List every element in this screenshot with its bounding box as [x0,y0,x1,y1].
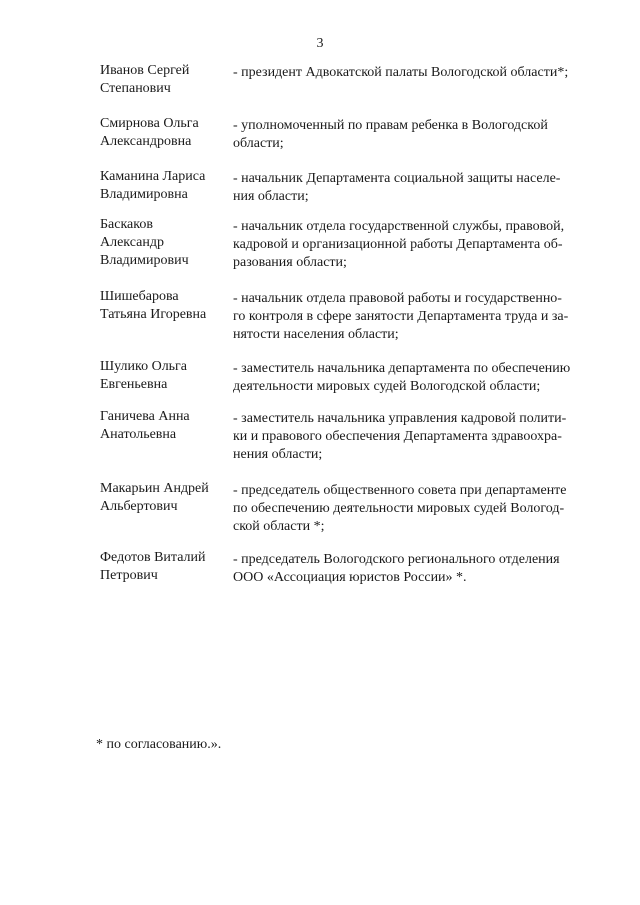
member-entry [100,216,610,288]
member-name: Каманина Лариса Владимировна [100,169,206,202]
member-entry [100,288,610,358]
member-name: Баскаков Александр Владимирович [100,217,189,268]
member-role: - председатель Вологодского регионального отделения ООО «Ассоциация юристов России» *. [233,552,560,585]
member-name: Иванов Сергей Степанович [100,63,190,96]
member-role: - заместитель начальника управления кадровой полити- ки и правового обеспечения Департамента здравоохра- нения области; [233,411,567,462]
member-role: - президент Адвокатской палаты Вологодской области*; [233,65,569,80]
member-name: Макарьин Андрей Альбертович [100,481,209,514]
member-list [100,62,610,589]
member-role: - начальник Департамента социальной защиты населе- ния области; [233,171,561,204]
member-role: - председатель общественного совета при департаменте по обеспечению деятельности мировых судей Вологод- ской области *; [233,483,567,534]
member-name: Федотов Виталий Петрович [100,550,206,583]
member-entry [100,480,610,549]
member-entry [100,408,610,480]
member-name: Шишебарова Татьяна Игоревна [100,289,207,322]
member-entry [100,168,610,216]
member-name: Шулико Ольга Евгеньевна [100,359,188,392]
member-role: - уполномоченный по правам ребенка в Вологодской области; [233,118,548,151]
member-role: - начальник отдела правовой работы и государственно- го контроля в сфере занятости Департамента труда и за- нятости населения области; [233,291,569,342]
member-name: Ганичева Анна Анатольевна [100,409,190,442]
page-number: 3 [316,36,324,51]
member-role: - заместитель начальника департамента по обеспечению деятельности мировых судей Вологодской области; [233,361,571,394]
member-entry [100,549,610,589]
member-name: Смирнова Ольга Александровна [100,116,199,149]
member-entry [100,358,610,408]
member-role: - начальник отдела государственной службы, правовой, кадровой и организационной работы Департамента об- разования области; [233,219,565,270]
member-entry [100,115,610,168]
member-entry [100,62,610,115]
footnote: * по согласованию.». [96,737,222,752]
